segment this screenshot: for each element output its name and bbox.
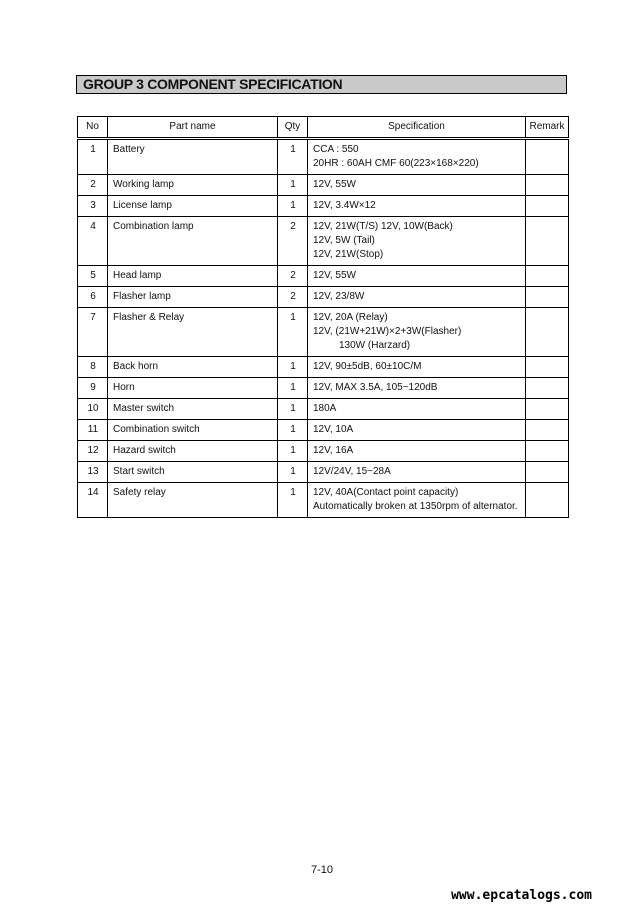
- cell-no: 9: [78, 378, 108, 399]
- cell-no: 13: [78, 462, 108, 483]
- cell-qty: 1: [278, 196, 308, 217]
- spec-line: 12V, 23/8W: [313, 291, 365, 302]
- cell-specification: [308, 217, 526, 266]
- spec-line: 12V, 55W: [313, 270, 356, 281]
- column-header-remark: Remark: [526, 117, 569, 139]
- cell-specification: [308, 441, 526, 462]
- cell-remark: [526, 175, 569, 196]
- cell-qty: 1: [278, 441, 308, 462]
- spec-line: 12V, 55W: [313, 179, 356, 190]
- cell-remark: [526, 483, 569, 518]
- spec-line: 12V, 21W(Stop): [313, 249, 384, 260]
- cell-specification: [308, 378, 526, 399]
- table-row: [78, 378, 569, 399]
- cell-no: 8: [78, 357, 108, 378]
- cell-no: 3: [78, 196, 108, 217]
- cell-part-name: Horn: [108, 378, 278, 399]
- table-row: [78, 175, 569, 196]
- cell-qty: 1: [278, 308, 308, 357]
- spec-line: 12V, 40A(Contact point capacity): [313, 487, 459, 498]
- cell-remark: [526, 308, 569, 357]
- spec-line: 12V, 16A: [313, 445, 354, 456]
- spec-line: 12V, MAX 3.5A, 105~120dB: [313, 382, 438, 393]
- cell-part-name: Hazard switch: [108, 441, 278, 462]
- table-row: [78, 217, 569, 266]
- cell-qty: 2: [278, 217, 308, 266]
- cell-qty: 1: [278, 420, 308, 441]
- cell-remark: [526, 378, 569, 399]
- page-number: 7-10: [310, 864, 334, 876]
- table-row: [78, 441, 569, 462]
- cell-remark: [526, 420, 569, 441]
- table-body: [78, 139, 569, 518]
- table-header-row: [78, 117, 569, 139]
- cell-remark: [526, 441, 569, 462]
- spec-line: 12V/24V, 15~28A: [313, 466, 391, 477]
- cell-remark: [526, 357, 569, 378]
- column-header-no: No: [78, 117, 108, 139]
- cell-part-name: Master switch: [108, 399, 278, 420]
- cell-specification: [308, 196, 526, 217]
- cell-qty: 2: [278, 287, 308, 308]
- table-row: [78, 462, 569, 483]
- cell-no: 1: [78, 139, 108, 175]
- cell-qty: 1: [278, 357, 308, 378]
- table-row: [78, 308, 569, 357]
- table-row: [78, 420, 569, 441]
- cell-no: 14: [78, 483, 108, 518]
- cell-remark: [526, 287, 569, 308]
- cell-no: 2: [78, 175, 108, 196]
- cell-qty: 1: [278, 399, 308, 420]
- table-row: [78, 483, 569, 518]
- cell-remark: [526, 462, 569, 483]
- cell-part-name: Working lamp: [108, 175, 278, 196]
- cell-specification: [308, 287, 526, 308]
- cell-remark: [526, 139, 569, 175]
- spec-line: 180A: [313, 403, 337, 414]
- cell-part-name: Battery: [108, 139, 278, 175]
- spec-line: Automatically broken at 1350rpm of alternator.: [313, 501, 518, 512]
- cell-qty: 1: [278, 175, 308, 196]
- cell-specification: [308, 175, 526, 196]
- cell-specification: [308, 139, 526, 175]
- cell-remark: [526, 266, 569, 287]
- cell-part-name: Back horn: [108, 357, 278, 378]
- cell-part-name: Start switch: [108, 462, 278, 483]
- cell-part-name: Head lamp: [108, 266, 278, 287]
- cell-no: 12: [78, 441, 108, 462]
- cell-qty: 1: [278, 483, 308, 518]
- cell-specification: [308, 266, 526, 287]
- cell-specification: [308, 420, 526, 441]
- spec-line: 12V, 10A: [313, 424, 354, 435]
- table-row: [78, 266, 569, 287]
- column-header-specification: Specification: [308, 117, 526, 139]
- cell-qty: 1: [278, 139, 308, 175]
- cell-no: 5: [78, 266, 108, 287]
- cell-qty: 1: [278, 462, 308, 483]
- column-header-qty: Qty: [278, 117, 308, 139]
- cell-remark: [526, 196, 569, 217]
- spec-line: 12V, 20A (Relay): [313, 312, 388, 323]
- cell-qty: 1: [278, 378, 308, 399]
- spec-line: 130W (Harzard): [339, 340, 411, 351]
- cell-part-name: License lamp: [108, 196, 278, 217]
- cell-no: 10: [78, 399, 108, 420]
- component-spec-table: [77, 116, 569, 518]
- cell-no: 6: [78, 287, 108, 308]
- cell-part-name: Combination lamp: [108, 217, 278, 266]
- spec-line: 12V, 5W (Tail): [313, 235, 375, 246]
- watermark: www.epcatalogs.com: [451, 888, 592, 903]
- cell-no: 11: [78, 420, 108, 441]
- cell-remark: [526, 399, 569, 420]
- spec-line: 20HR : 60AH CMF 60(223×168×220): [313, 158, 479, 169]
- table-row: [78, 139, 569, 175]
- spec-line: 12V, (21W+21W)×2+3W(Flasher): [313, 326, 462, 337]
- section-title: GROUP 3 COMPONENT SPECIFICATION: [76, 75, 567, 94]
- cell-no: 7: [78, 308, 108, 357]
- cell-specification: [308, 308, 526, 357]
- spec-line: 12V, 90±5dB, 60±10C/M: [313, 361, 422, 372]
- spec-line: 12V, 3.4W×12: [313, 200, 376, 211]
- spec-line: 12V, 21W(T/S) 12V, 10W(Back): [313, 221, 453, 232]
- cell-part-name: Safety relay: [108, 483, 278, 518]
- cell-specification: [308, 462, 526, 483]
- table-row: [78, 196, 569, 217]
- cell-qty: 2: [278, 266, 308, 287]
- cell-specification: [308, 357, 526, 378]
- table-row: [78, 287, 569, 308]
- table-row: [78, 399, 569, 420]
- column-header-part-name: Part name: [108, 117, 278, 139]
- spec-line: CCA : 550: [313, 144, 359, 155]
- cell-part-name: Flasher lamp: [108, 287, 278, 308]
- cell-specification: [308, 483, 526, 518]
- cell-part-name: Flasher & Relay: [108, 308, 278, 357]
- cell-no: 4: [78, 217, 108, 266]
- cell-specification: [308, 399, 526, 420]
- table-row: [78, 357, 569, 378]
- cell-part-name: Combination switch: [108, 420, 278, 441]
- cell-remark: [526, 217, 569, 266]
